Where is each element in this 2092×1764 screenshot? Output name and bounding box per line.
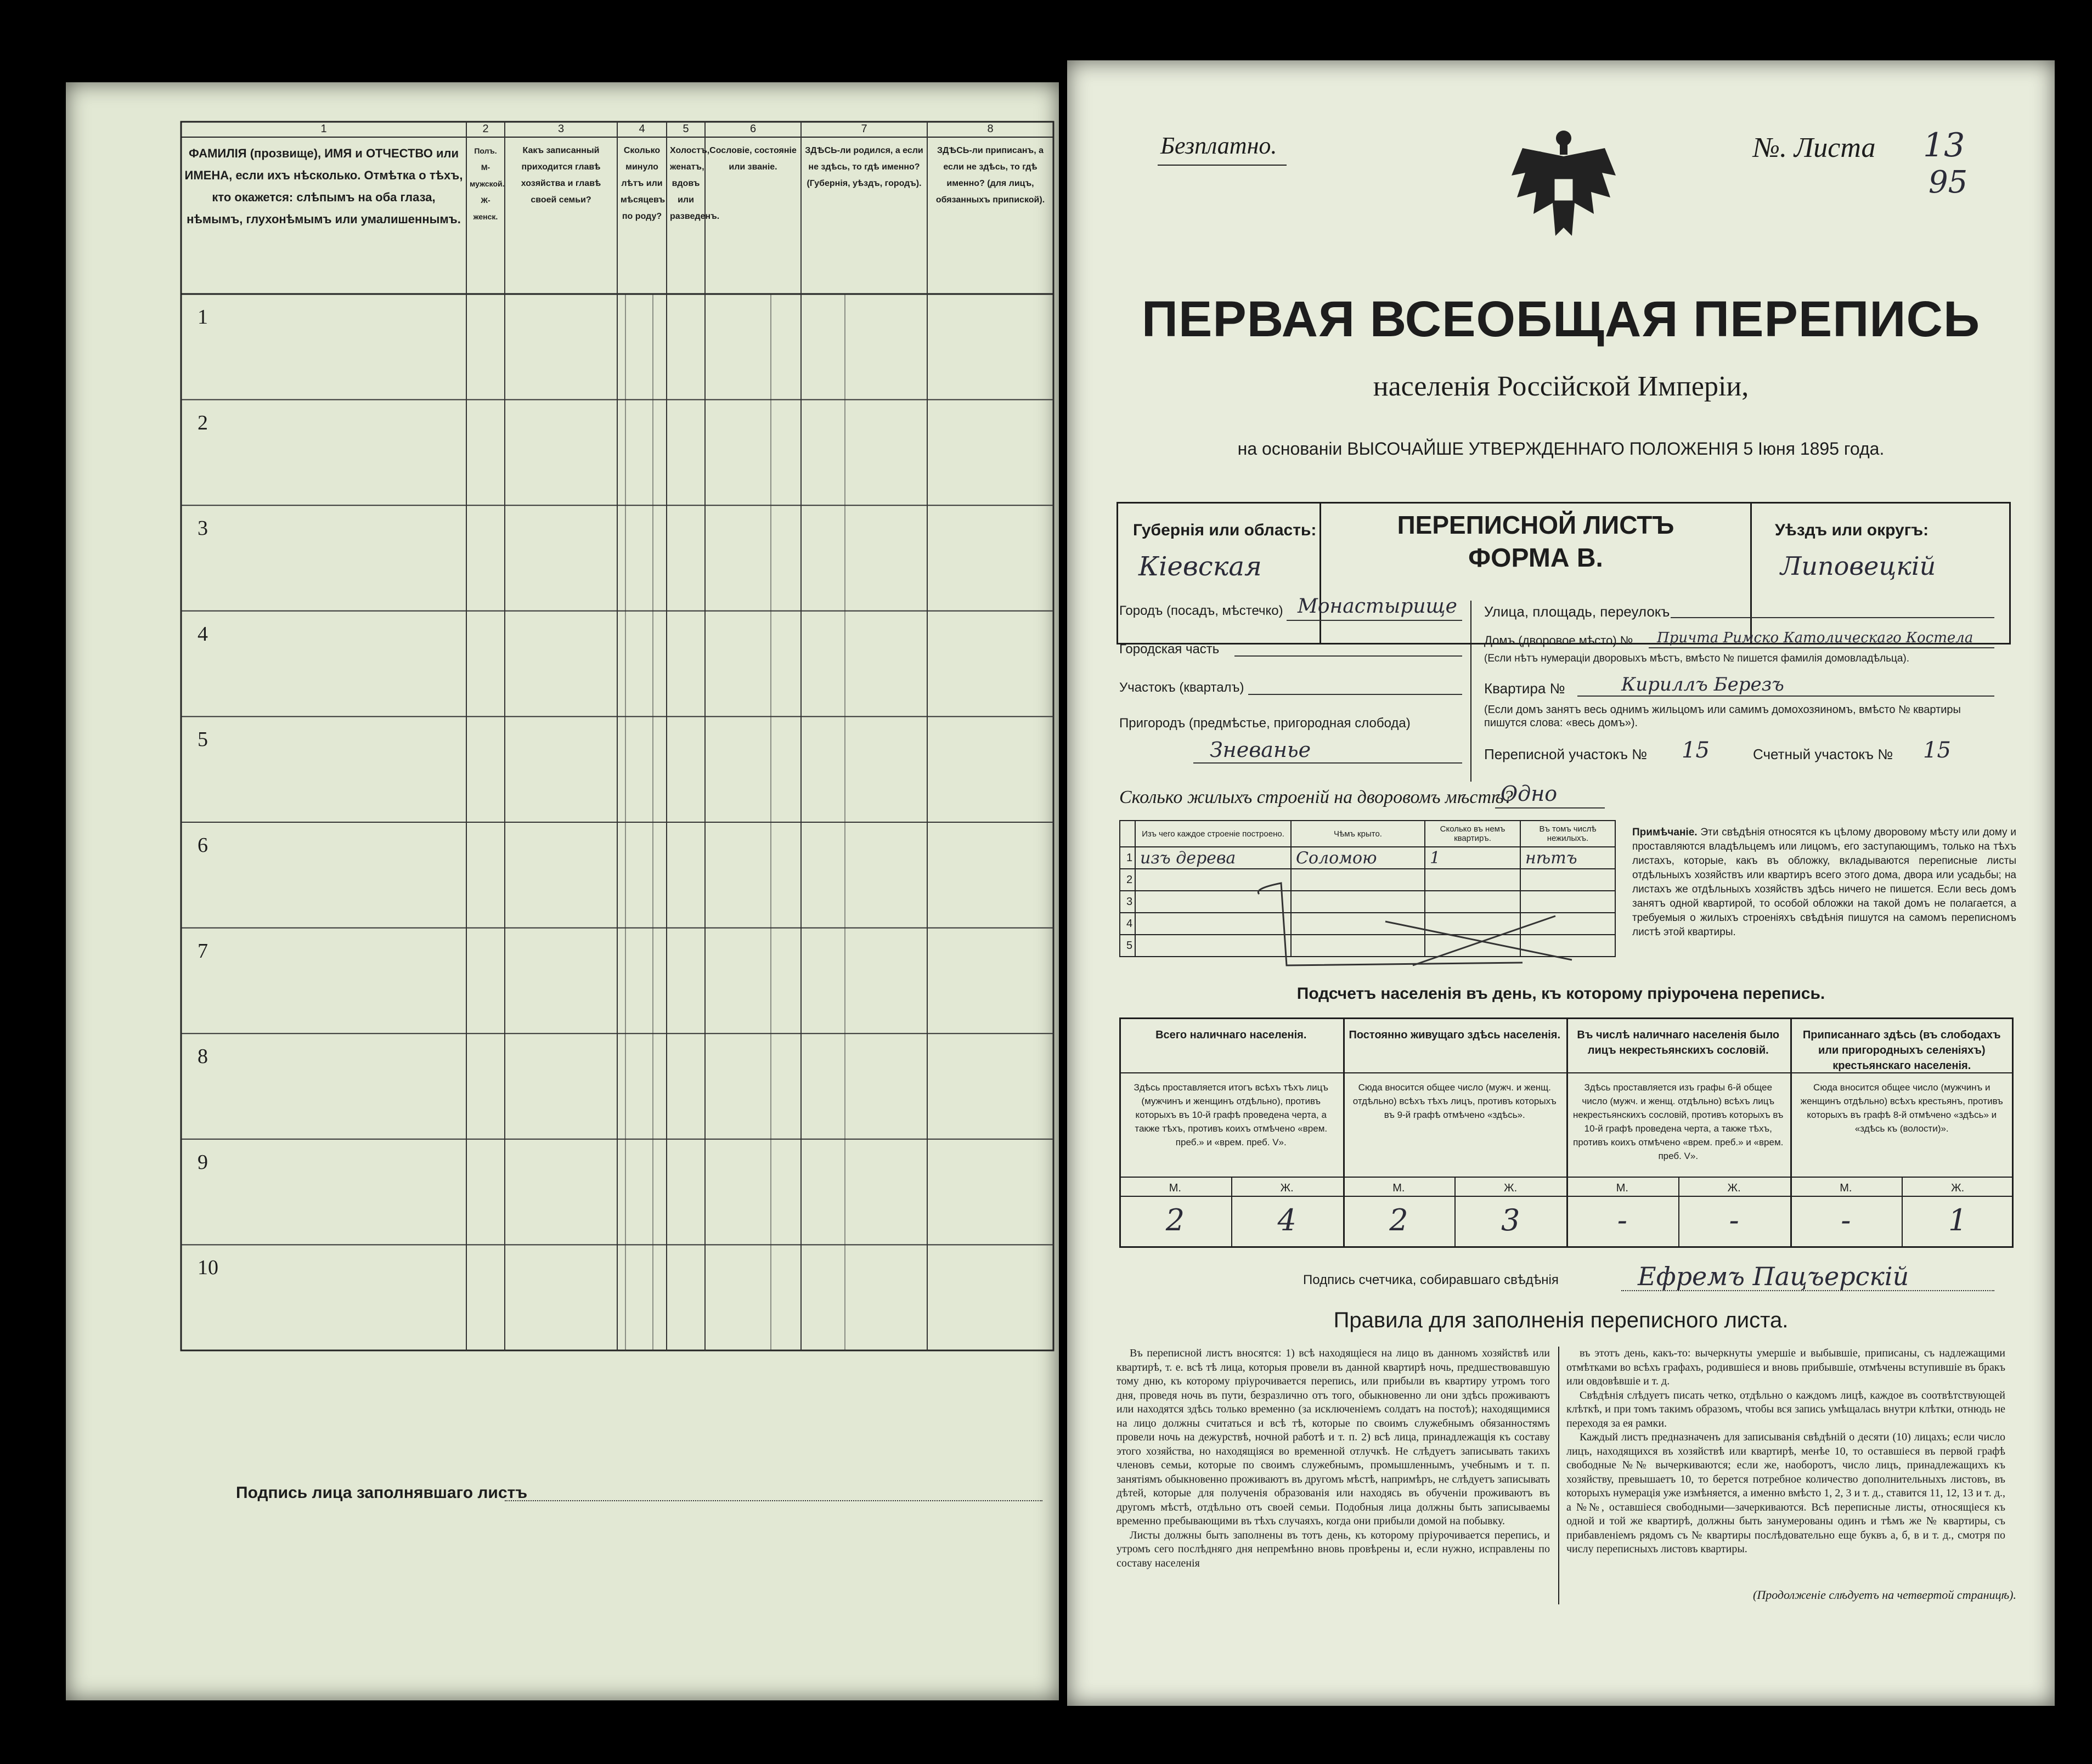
flat-note: (Если домъ занятъ весь однимъ жильцомъ или самимъ домохозяиномъ, вмѣсто № квартиры пишутся слова: «весь домъ»). [1484, 704, 1961, 729]
buildings-header-flats: Сколько въ немъ квартиръ. [1425, 821, 1520, 847]
flat-value[interactable]: Кириллъ Березъ [1621, 674, 1784, 696]
city-underline [1287, 620, 1462, 621]
rules-paragraph: Въ переписной листъ вносятся: 1) всѣ находящіеся на лицо въ данномъ хозяйствѣ или квартирѣ, т. е. всѣ тѣ лица, которыя провели въ данной квартирѣ ночь, предшествовавшую тому дню, къ которому пріурочивается перепись, или прибыли въ квартиру утромъ того дня, проведя ночь въ пути, безразлично отъ того, обыкновенно ли они здѣсь проживаютъ или находятся здѣсь только временно (за исключеніемъ солдатъ на постоѣ); находящимися на лицо должны считаться и всѣ тѣ, которые по своимъ служебнымъ обязанностямъ провели ночь на дежурствѣ, ночной работѣ и т. п. 2) всѣ лица, принадлежащія къ составу этого хозяйства, но находящіяся во временной отлучкѣ. Не слѣдуетъ записывать такихъ членовъ семьи, которые по своимъ служебнымъ, промышленнымъ, учебнымъ и т. п. занятіямъ обыкновенно проживаютъ въ другомъ мѣстѣ, напримѣръ, не слѣдуетъ записывать дѣтей, которые для полученія образованія или находясь въ обученіи проживаютъ въ другомъ мѣстѣ, отдѣльно отъ своей семьи. Подобныя лица должны быть записываемы временно пребывающими въ тѣхъ случаяхъ, когда они прибыли домой на побывку. [1117, 1347, 1550, 1527]
sector-label: Участокъ (кварталъ) [1119, 680, 1244, 695]
row-number: 1 [198, 306, 208, 329]
count-male-value[interactable]: 2 [1165, 1203, 1185, 1237]
row-number: 3 [198, 517, 208, 540]
count-female-value[interactable]: - [1729, 1203, 1739, 1237]
count-male-label: М. [1169, 1182, 1181, 1194]
count-female-label: Ж. [1951, 1182, 1965, 1194]
count-group-description: Сюда вносится общее число (мужч. и женщ. отдѣльно) всѣхъ тѣхъ лицъ, противъ которыхъ въ 9-й графѣ отмѣчено «здѣсь». [1352, 1082, 1557, 1120]
census-basis: на основаніи ВЫСОЧАЙШЕ УТВЕРЖДЕННАГО ПОЛОЖЕНІЯ 5 Іюня 1895 года. [1237, 439, 1885, 459]
buildings-answer[interactable]: Одно [1501, 782, 1558, 806]
count-male-label: М. [1616, 1182, 1628, 1194]
buildings-cell-nonres[interactable]: нѣтъ [1520, 847, 1615, 869]
sheet-number-label: №. Листа [1753, 132, 1876, 163]
row-number: 2 [198, 411, 208, 434]
count-group-description: Здѣсь проставляется итогъ всѣхъ тѣхъ лицъ (мужчинъ и женщинъ отдѣльно), противъ которыхъ въ 10-й графѣ проведена черта, а также тѣхъ, противъ коихъ отмѣчено «врем. преб.» и «врем. преб. V». [1134, 1082, 1329, 1147]
gubernia-value[interactable]: Кіевская [1138, 551, 1262, 582]
buildings-cell-roof[interactable]: Соломою [1291, 847, 1425, 869]
street-field[interactable] [1671, 617, 1994, 618]
column-number-6: 6 [749, 123, 757, 135]
count-male-value[interactable]: 2 [1389, 1203, 1408, 1237]
count-group-description: Сюда вносится общее число (мужчинъ и женщинъ отдѣльно) всѣхъ крестьянъ, противъ которыхъ въ графѣ 8-й отмѣчено «здѣсь» и «здѣсь къ (волости)». [1800, 1082, 2003, 1134]
left-grid [66, 82, 1059, 1700]
count-male-value[interactable]: - [1841, 1203, 1851, 1237]
rules-continued: (Продолженіе слѣдуетъ на четвертой страницѣ). [1753, 1588, 2016, 1602]
left-page [66, 82, 1059, 1700]
column-header-8: ЗДѢСЬ-ли приписанъ, а если не здѣсь, то гдѣ именно? (для лицъ, обязанныхъ припиской). [935, 146, 1045, 205]
count-male-label: М. [1392, 1182, 1405, 1194]
count-female-value[interactable]: 1 [1948, 1203, 1967, 1237]
count-female-label: Ж. [1280, 1182, 1294, 1194]
row-number: 8 [198, 1045, 208, 1068]
corner-number: 95 [1929, 165, 1968, 200]
row-number: 9 [198, 1150, 208, 1174]
buildings-answer-underline [1495, 807, 1605, 808]
buildings-question: Сколько жилыхъ строеній на дворовомъ мѣстѣ? [1119, 787, 1513, 807]
buildings-cell-n: 3 [1120, 891, 1135, 913]
count-male-value[interactable]: - [1617, 1203, 1627, 1237]
sheet-number-value[interactable]: 13 [1923, 126, 1965, 165]
free-label: Безплатно. [1160, 132, 1277, 159]
buildings-cell-n: 5 [1120, 935, 1135, 957]
suburb-value[interactable]: Зневанье [1210, 738, 1311, 762]
column-header-6: Сословіе, состояніе или званіе. [709, 146, 797, 172]
suburb-label: Пригородъ (предмѣстье, пригородная слобода) [1119, 716, 1411, 731]
count-group-header: Постоянно живущаго здѣсь населенія. [1349, 1029, 1561, 1041]
house-label: Домъ (дворовое мѣсто) № [1484, 634, 1633, 647]
sector-field[interactable] [1248, 694, 1462, 695]
buildings-cell-flats[interactable]: 1 [1425, 847, 1520, 869]
flat-underline [1577, 696, 1994, 697]
house-value[interactable]: Причта Римско Католическаго Костела [1657, 630, 1973, 646]
city-part-field[interactable] [1234, 655, 1462, 657]
form-title: ПЕРЕПИСНОЙ ЛИСТЪ [1397, 511, 1674, 539]
rules-column-2 [1566, 1347, 2005, 1557]
house-underline [1649, 647, 1994, 648]
rules-paragraph: Свѣдѣнія слѣдуетъ писать четко, отдѣльно о каждомъ лицѣ, каждое въ соотвѣтствующей клѣткѣ, и при томъ такимъ образомъ, чтобы вся запись умѣщалась внутри клѣтки, отнюдь не переходя за ея рамки. [1566, 1389, 2005, 1429]
buildings-note-title: Примѣчаніе. [1632, 827, 1698, 838]
counter-signature-value[interactable]: Ефремъ Пацъерскій [1638, 1262, 1909, 1291]
buildings-cell-n: 4 [1120, 913, 1135, 935]
column-number-1: 1 [320, 123, 327, 135]
row-number: 10 [198, 1256, 218, 1280]
column-header-3: Какъ записанный приходится главѣ хозяйства и главѣ своей семьи? [521, 146, 601, 205]
column-header-4: Сколько минуло лѣтъ или мѣсяцевъ по роду? [621, 146, 666, 221]
gubernia-label: Губернія или область: [1133, 521, 1317, 539]
column-header-1: ФАМИЛІЯ (прозвище), ИМЯ и ОТЧЕСТВО или ИМЕНА, если ихъ нѣсколько. Отмѣтка о тѣхъ, кто окажется: слѣпымъ на оба глаза, нѣмымъ, глухонѣмымъ или умалишеннымъ. [184, 146, 463, 226]
suburb-underline [1193, 762, 1462, 764]
column-number-2: 2 [482, 123, 489, 135]
count-group-description: Здѣсь проставляется изъ графы 6-й общее число (мужч. и женщ. отдѣльно) всѣхъ лицъ некрестьянскихъ сословій, противъ которыхъ въ 10-й графѣ проведена черта, а также тѣхъ, противъ коихъ отмѣчено «врем. преб.» и «врем. преб. V». [1573, 1082, 1784, 1161]
count-female-value[interactable]: 3 [1501, 1203, 1520, 1237]
right-page [1067, 60, 2055, 1706]
count-sector-label: Счетный участокъ № [1753, 746, 1893, 762]
count-title: Подсчетъ населенія въ день, къ которому пріурочена перепись. [1296, 985, 1825, 1003]
count-male-label: М. [1840, 1182, 1852, 1194]
column-header-2: Полъ. М-мужской. Ж-женск. [470, 146, 505, 221]
rules-column-1 [1117, 1347, 1550, 1570]
free-underline [1158, 165, 1287, 166]
strike-through-marks [1248, 867, 1577, 971]
buildings-note [1632, 826, 2016, 940]
double-headed-eagle-emblem [1501, 126, 1627, 252]
uezd-value[interactable]: Липовецкій [1780, 551, 1936, 581]
signature-label-left: Подпись лица заполнявшаго листъ [236, 1484, 528, 1502]
buildings-cell-n: 2 [1120, 869, 1135, 891]
counter-signature-label: Подпись счетчика, собиравшаго свѣдѣнія [1303, 1273, 1559, 1287]
count-female-label: Ж. [1727, 1182, 1741, 1194]
rules-paragraph: Листы должны быть заполнены въ тотъ день, къ которому пріурочивается перепись, и утромъ сего послѣдняго дня непремѣнно вновь провѣрены и, если нужно, исправлены по составу населенія [1117, 1529, 1550, 1569]
census-title: ПЕРВАЯ ВСЕОБЩАЯ ПЕРЕПИСЬ [1141, 291, 1981, 347]
buildings-cell-material[interactable]: изъ дерева [1135, 847, 1291, 869]
rules-paragraph: Каждый листъ предназначенъ для записыванія свѣдѣній о десяти (10) лицахъ; если число лицъ, находящихся въ хозяйствѣ или квартирѣ, менѣе 10, то оставшіеся въ первой графѣ свободные №№ вычеркиваются; если же, наоборотъ, число лицъ, принадлежащихъ къ хозяйству, превышаетъ 10, то берется потребное количество дополнительныхъ листовъ, въ которыхъ нумерація уже измѣняется, а именно вмѣсто 1, 2, 3 и т. д., ставится 11, 12, 13 и т. д., а №№, оставшіеся свободными—зачеркиваются. Всѣ переписные листы, относящіеся къ одной и той же квартирѣ, должны быть занумерованы одинъ и тѣмъ же № квартиры, съ прибавленіемъ рядомъ съ № квартиры послѣдовательно еще буквъ а, б, в и т. д., смотря по числу переписныхъ листовъ квартиры. [1566, 1431, 2005, 1555]
city-value[interactable]: Монастырище [1298, 595, 1457, 618]
uezd-label: Уѣздъ или округъ: [1775, 521, 1929, 539]
row-number: 7 [198, 939, 208, 963]
column-number-8: 8 [987, 123, 994, 135]
buildings-header-nonres: Въ томъ числѣ нежилыхъ. [1520, 821, 1615, 847]
street-label: Улица, площадь, переулокъ [1484, 603, 1670, 620]
column-number-4: 4 [639, 123, 645, 135]
census-subtitle: населенія Россійской Имперіи, [1373, 371, 1749, 402]
buildings-header-roof: Чѣмъ крыто. [1291, 821, 1425, 847]
count-female-value[interactable]: 4 [1277, 1203, 1296, 1237]
column-header-5: Холостъ, женатъ, вдовъ или разведенъ. [670, 146, 720, 221]
census-sector-value[interactable]: 15 [1682, 738, 1710, 763]
census-sector-label: Переписной участокъ № [1484, 746, 1648, 762]
column-number-5: 5 [683, 123, 689, 135]
city-part-label: Городская часть [1119, 642, 1220, 657]
buildings-note-text: Эти свѣдѣнія относятся къ цѣлому дворовому мѣсту или дому и проставляются владѣльцемъ или лицомъ, его заступающимъ, только на тѣхъ листахъ, которые, какъ въ обложку, вкладываются переписные листы отдѣльныхъ хозяйствъ или квартиръ всего этого дома, двора или усадьбы; на листахъ же отдѣльныхъ хозяйствъ здѣсь ничего не пишется. Если весь домъ занятъ одной квартирой, то особой обложки на такой домъ не полагается, а требуемыя о жилыхъ строеніяхъ свѣдѣнія пишутся на самомъ переписномъ листѣ этой квартиры. [1632, 827, 2017, 938]
flat-label: Квартира № [1484, 680, 1565, 697]
rules-title: Правила для заполненія переписного листа. [1333, 1308, 1789, 1332]
column-number-7: 7 [861, 123, 867, 135]
count-group-header: Приписаннаго здѣсь (въ слободахъ или пригородныхъ селеніяхъ) крестьянскаго населенія. [1802, 1029, 2001, 1072]
buildings-header-material: Изъ чего каждое строеніе построено. [1135, 821, 1291, 847]
row-number: 4 [198, 622, 208, 646]
row-number: 5 [198, 728, 208, 751]
rules-paragraph: въ этотъ день, какъ-то: вычеркнуты умершіе и выбывшіе, приписаны, съ надлежащими отмѣтками во всѣхъ графахъ, родившіеся и вновь прибывшіе, отмѣчены вступившіе въ бракъ или овдовѣвшіе и т. д. [1566, 1347, 2005, 1387]
buildings-row [1120, 847, 1615, 869]
count-group-header: Всего наличнаго населенія. [1155, 1029, 1307, 1041]
count-sector-value[interactable]: 15 [1923, 738, 1951, 763]
counter-signature-line [1621, 1290, 1994, 1291]
city-label: Городъ (посадъ, мѣстечко) [1119, 603, 1283, 618]
column-number-3: 3 [557, 123, 565, 135]
buildings-cell-n: 1 [1120, 847, 1135, 869]
signature-line-left[interactable] [505, 1500, 1042, 1501]
row-number: 6 [198, 834, 208, 857]
form-subtitle: ФОРМА В. [1468, 544, 1603, 573]
house-note: (Если нѣтъ нумераціи дворовыхъ мѣстъ, вмѣсто № пишется фамилія домовладѣльца). [1484, 653, 1910, 664]
count-female-label: Ж. [1504, 1182, 1518, 1194]
count-group-header: Въ числѣ наличнаго населенія было лицъ некрестьянскихъ сословій. [1577, 1029, 1780, 1056]
column-header-7: ЗДѢСЬ-ли родился, а если не здѣсь, то гдѣ именно? (Губернія, уѣздъ, городъ). [805, 146, 923, 188]
